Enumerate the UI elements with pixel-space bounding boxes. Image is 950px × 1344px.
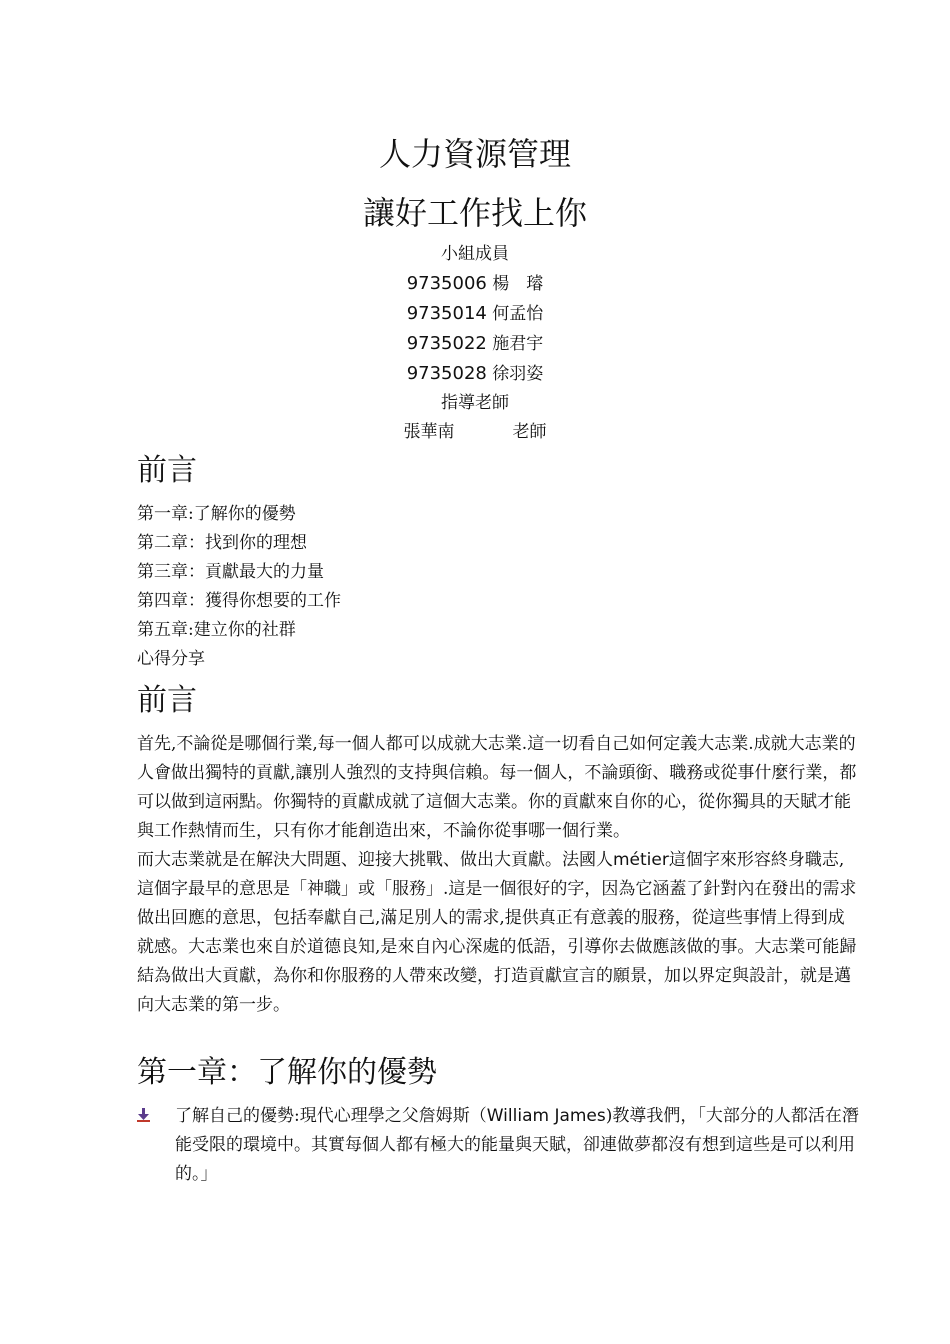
preface-paragraph: 首先,不論從是哪個行業,每一個人都可以成就大志業.這一切看自己如何定義大志業.成就大志業的人會做出獨特的貢獻,讓別人強烈的支持與信賴。每一個人，不論頭銜、職務或從事什麼行業，都可以做到這兩點。你獨特的貢獻成就了這個大志業。你的貢獻來自你的心，從你獨具的天賦才能與工作熱情而生，只有你才能創造出來，不論你從事哪一個行業。: [137, 734, 857, 841]
toc-heading: 前言: [137, 453, 197, 488]
advisor-label: 指導老師: [441, 393, 509, 413]
toc-item[interactable]: 第五章:建立你的社群: [137, 620, 296, 640]
bullet-text: 了解自己的優勢:現代心理學之父詹姆斯（William James)教導我們，「大部分的人都活在潛能受限的環境中。其實每個人都有極大的能量與天賦，卻連做夢都沒有想到這些是可以利用的。」: [175, 1106, 859, 1184]
table-of-contents: [137, 500, 341, 674]
toc-item[interactable]: 第三章：貢獻最大的力量: [137, 562, 324, 582]
document-subtitle: 讓好工作找上你: [362, 194, 587, 232]
members-block: [0, 240, 950, 447]
advisor-name: 張華南: [403, 422, 455, 442]
toc-item[interactable]: 第二章：找到你的理想: [137, 533, 307, 553]
member-row: 9735022 施君宇: [406, 333, 544, 354]
member-row: 9735006 楊 璿: [406, 273, 544, 294]
chapter1-heading: 第一章：了解你的優勢: [137, 1055, 437, 1090]
member-row: 9735028 徐羽姿: [406, 363, 544, 384]
members-label: 小組成員: [441, 244, 509, 264]
chapter1-bullet: [137, 1102, 859, 1189]
toc-item[interactable]: 第一章:了解你的優勢: [137, 504, 296, 524]
arrow-bullet-icon: [137, 1108, 151, 1122]
advisor-title: 老師: [512, 422, 547, 442]
preface-body: [137, 730, 859, 1020]
toc-item[interactable]: 第四章：獲得你想要的工作: [137, 591, 341, 611]
preface-paragraph: 而大志業就是在解決大問題、迎接大挑戰、做出大貢獻。法國人métier這個字來形容終身職志,這個字最早的意思是「神職」或「服務」.這是一個很好的字，因為它涵蓋了針對內在發出的需求做出回應的意思，包括奉獻自己,滿足別人的需求,提供真正有意義的服務，從這些事情上得到成就感。大志業也來自於道德良知,是來自內心深處的低語，引導你去做應該做的事。大志業可能歸結為做出大貢獻，為你和你服務的人帶來改變，打造貢獻宣言的願景，加以界定與設計，就是邁向大志業的第一步。: [137, 850, 857, 1015]
advisor-row: [0, 418, 950, 447]
document-title: 人力資源管理: [378, 135, 571, 173]
preface-heading: 前言: [137, 683, 197, 718]
toc-item[interactable]: 心得分享: [137, 649, 205, 669]
member-row: 9735014 何孟怡: [406, 303, 544, 324]
